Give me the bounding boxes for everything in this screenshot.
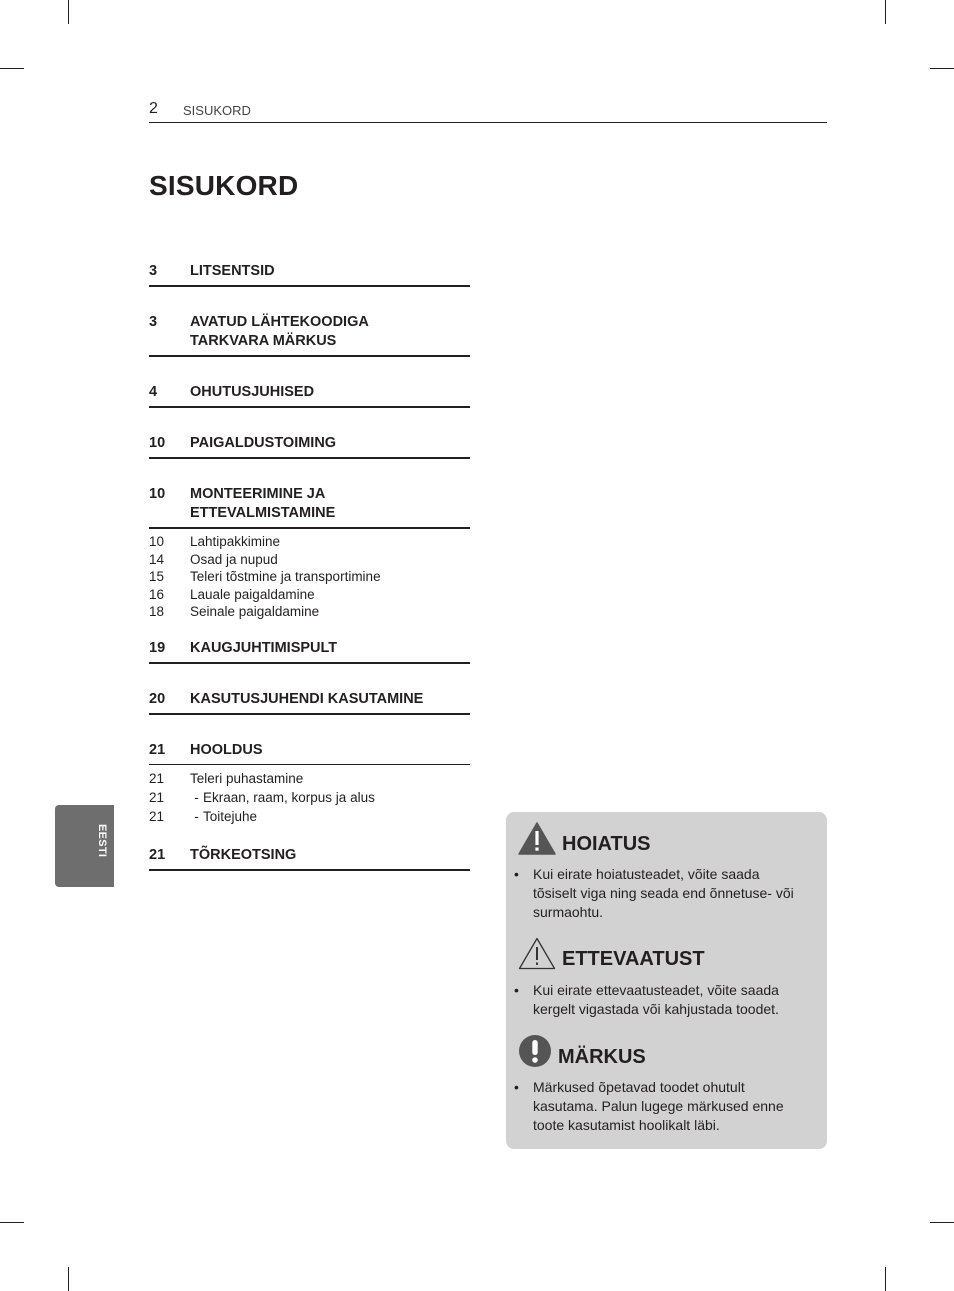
- running-title: SISUKORD: [183, 103, 251, 118]
- crop-mark: [68, 0, 69, 24]
- toc-subentry[interactable]: [149, 788, 470, 807]
- crop-mark: [885, 1267, 886, 1291]
- toc-title: KASUTUSJUHENDI KASUTAMINE: [190, 690, 424, 707]
- caution-lines: [533, 981, 779, 1019]
- toc-entry[interactable]: [149, 741, 470, 760]
- page-header: [149, 100, 827, 123]
- text-line: Kui eirate ettevaatusteadet, võite saada: [533, 982, 779, 998]
- toc-title: [190, 485, 470, 523]
- toc-title-line: TARKVARA MÄRKUS: [190, 333, 337, 349]
- toc-title: Seinale paigaldamine: [190, 604, 320, 619]
- toc-page: 10: [149, 486, 166, 502]
- crop-mark: [885, 0, 886, 24]
- warning-lines: [533, 865, 794, 922]
- toc-page: 21: [149, 789, 165, 805]
- toc-entry[interactable]: [149, 485, 470, 523]
- toc-section: [149, 690, 470, 715]
- toc-page: 10: [149, 534, 165, 549]
- crop-mark: [0, 68, 24, 69]
- toc-title: LITSENTSID: [190, 263, 275, 279]
- safety-notice-box: [506, 812, 827, 1149]
- toc-page: 21: [149, 846, 166, 863]
- toc-entry[interactable]: [149, 383, 470, 402]
- text-line: tõsiselt viga ning seada end õnnetuse- või: [533, 885, 794, 901]
- note-title: MÄRKUS: [558, 1046, 646, 1068]
- bullet: •: [514, 982, 519, 998]
- toc-dash: -: [194, 808, 199, 824]
- page-number: 2: [149, 100, 158, 117]
- toc-title: Toitejuhe: [203, 808, 258, 824]
- toc-subentry[interactable]: [149, 603, 470, 621]
- caution-text: [514, 981, 814, 1019]
- toc-title: [190, 313, 470, 351]
- toc-subentry[interactable]: [149, 586, 470, 604]
- caution-title: ETTEVAATUST: [562, 948, 705, 970]
- toc-title: Osad ja nupud: [190, 551, 278, 567]
- language-tab-label: EESTI: [96, 824, 108, 858]
- toc-subentry[interactable]: [149, 769, 470, 788]
- toc-section: [149, 485, 470, 529]
- text-line: Kui eirate hoiatusteadet, võite saada: [533, 866, 760, 882]
- crop-mark: [0, 1222, 24, 1223]
- page-title: SISUKORD: [149, 170, 299, 201]
- toc-section: [149, 639, 470, 664]
- toc-page: 21: [149, 741, 166, 758]
- toc-entry[interactable]: [149, 846, 470, 865]
- toc-page: 21: [149, 770, 165, 786]
- note-text: [514, 1078, 814, 1135]
- toc-title: Lahtipakkimine: [190, 534, 281, 549]
- text-line: surmaohtu.: [533, 904, 604, 920]
- toc-title: TÕRKEOTSING: [190, 846, 297, 863]
- toc-section: [149, 262, 470, 287]
- text-line: kasutama. Palun lugege märkused enne: [533, 1098, 784, 1114]
- toc-title-line: ETTEVALMISTAMINE: [190, 505, 336, 521]
- toc-title: KAUGJUHTIMISPULT: [190, 639, 338, 656]
- toc-title: OHUTUSJUHISED: [190, 384, 315, 400]
- toc-page: 3: [149, 263, 158, 279]
- toc-title: Ekraan, raam, korpus ja alus: [203, 789, 375, 805]
- toc-entry[interactable]: [149, 262, 470, 281]
- toc-dash: -: [194, 789, 199, 805]
- caution-outline-triangle-icon: [518, 937, 556, 970]
- warning-filled-triangle-icon: [518, 822, 556, 855]
- crop-mark: [930, 68, 954, 69]
- toc-page: 10: [149, 435, 166, 451]
- toc-entry[interactable]: [149, 639, 470, 658]
- text-line: toote kasutamist hoolikalt läbi.: [533, 1117, 720, 1133]
- toc-title-line: AVATUD LÄHTEKOODIGA: [190, 314, 369, 330]
- note-lines: [533, 1078, 784, 1135]
- note-heading: [518, 1034, 646, 1068]
- toc-title: Teleri puhastamine: [190, 770, 304, 786]
- toc-section: [149, 846, 470, 871]
- toc-title-line: MONTEERIMINE JA: [190, 486, 326, 502]
- toc-entry[interactable]: [149, 434, 470, 453]
- toc-section: [149, 313, 470, 357]
- table-of-contents: [149, 262, 470, 871]
- toc-subitems: [149, 769, 470, 826]
- toc-subentry[interactable]: [149, 807, 470, 826]
- exclamation-circle-icon: [518, 1034, 552, 1068]
- bullet: •: [514, 866, 519, 882]
- toc-page: 14: [149, 551, 165, 567]
- toc-subentry[interactable]: [149, 551, 470, 569]
- toc-subentry[interactable]: [149, 533, 470, 551]
- toc-entry[interactable]: [149, 313, 470, 351]
- toc-section: [149, 434, 470, 459]
- warning-heading: [518, 822, 651, 855]
- caution-heading: [518, 937, 705, 970]
- crop-mark: [930, 1222, 954, 1223]
- text-line: kergelt vigastada või kahjustada toodet.: [533, 1001, 779, 1017]
- toc-section: [149, 383, 470, 408]
- toc-section: [149, 741, 470, 765]
- toc-page: 19: [149, 639, 166, 656]
- warning-title: HOIATUS: [562, 833, 651, 855]
- warning-text: [514, 865, 814, 922]
- toc-subentry[interactable]: [149, 568, 470, 586]
- toc-page: 18: [149, 604, 165, 619]
- bullet: •: [514, 1079, 519, 1095]
- toc-title: PAIGALDUSTOIMING: [190, 435, 337, 451]
- toc-subitems: [149, 533, 470, 621]
- toc-page: 21: [149, 808, 165, 824]
- toc-page: 16: [149, 586, 165, 602]
- toc-title: HOOLDUS: [190, 741, 263, 758]
- toc-page: 20: [149, 690, 166, 707]
- crop-mark: [68, 1267, 69, 1291]
- toc-title: Lauale paigaldamine: [190, 586, 315, 602]
- toc-page: 4: [149, 384, 158, 400]
- toc-page: 3: [149, 314, 158, 330]
- toc-entry[interactable]: [149, 690, 470, 709]
- toc-title: Teleri tõstmine ja transportimine: [190, 569, 381, 584]
- text-line: Märkused õpetavad toodet ohutult: [533, 1079, 745, 1095]
- toc-page: 15: [149, 569, 165, 584]
